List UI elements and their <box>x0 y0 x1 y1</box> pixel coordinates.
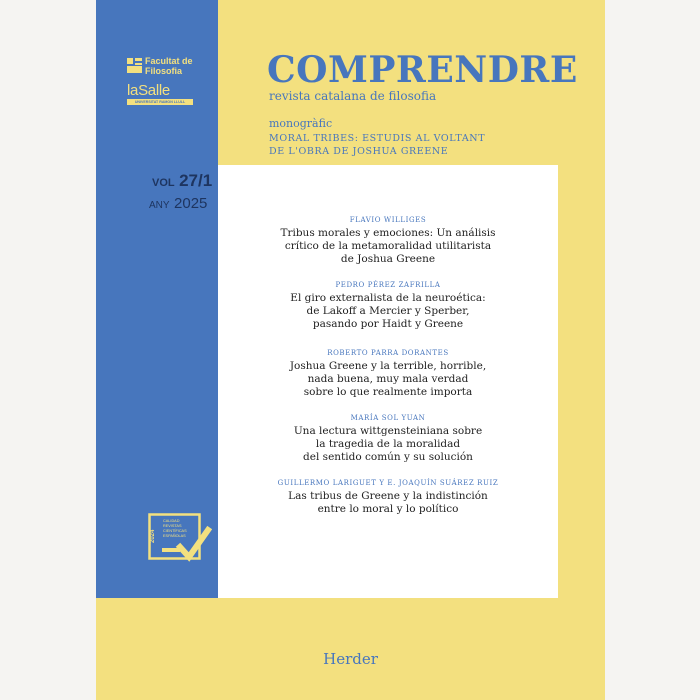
table-of-contents-panel <box>218 165 558 598</box>
article-entry <box>218 280 558 331</box>
blue-spine-band <box>96 0 218 598</box>
svg-text:CIENTÍFICAS: CIENTÍFICAS <box>163 529 187 533</box>
journal-subtitle: revista catalana de filosofia <box>269 89 437 103</box>
svg-text:CALIDAD: CALIDAD <box>163 519 180 523</box>
article-title: Joshua Greene y la terrible, horrible, nada buena, muy mala verdad sobre lo que realmente importa <box>289 360 487 398</box>
article-entry <box>218 413 558 464</box>
svg-text:2024: 2024 <box>150 529 156 543</box>
article-author: MARÍA SOL YUAN <box>350 414 426 422</box>
faculty-logo-icon <box>127 58 142 73</box>
article-title: Las tribus de Greene y la indistinción entre lo moral y lo político <box>288 490 488 515</box>
article-title: Tribus morales y emociones: Un análisis crítico de la metamoralidad utilitarista de Joshua Greene <box>280 227 496 265</box>
monograph-label: monogràfic <box>269 117 333 130</box>
svg-text:REVISTAS: REVISTAS <box>163 524 182 528</box>
university-name: UNIVERSITAT RAMON LLULL <box>127 99 193 105</box>
article-entry <box>218 215 558 266</box>
publisher-name: Herder <box>323 650 378 668</box>
article-author: ROBERTO PARRA DORANTES <box>327 349 449 357</box>
volume-number: VOL 27/1 <box>152 171 213 190</box>
journal-title: COMPRENDRE <box>267 49 578 91</box>
article-entry <box>218 478 558 516</box>
article-title: Una lectura wittgensteiniana sobre la tragedia de la moralidad del sentido común y su solución <box>293 425 483 463</box>
article-author: GUILLERMO LARIGUET Y E. JOAQUÍN SUÁREZ RUIZ <box>277 479 499 487</box>
article-author: FLAVIO WILLIGES <box>349 216 427 224</box>
article-author: PEDRO PÉREZ ZAFRILLA <box>335 281 441 289</box>
faculty-name: Facultat de Filosofia <box>145 56 193 76</box>
monograph-title: MORAL TRIBES: ESTUDIS AL VOLTANT DE L'OBRA DE JOSHUA GREENE <box>269 133 486 157</box>
svg-text:ESPAÑOLAS: ESPAÑOLAS <box>163 534 186 538</box>
lasalle-wordmark: laSalle <box>127 82 170 99</box>
article-entry <box>218 348 558 399</box>
publication-year: ANY 2025 <box>149 195 208 212</box>
article-title: El giro externalista de la neuroética: de Lakoff a Mercier y Sperber, pasando por Haidt y Greene <box>290 292 486 330</box>
journal-cover <box>96 0 605 700</box>
quality-seal-icon <box>148 513 212 565</box>
